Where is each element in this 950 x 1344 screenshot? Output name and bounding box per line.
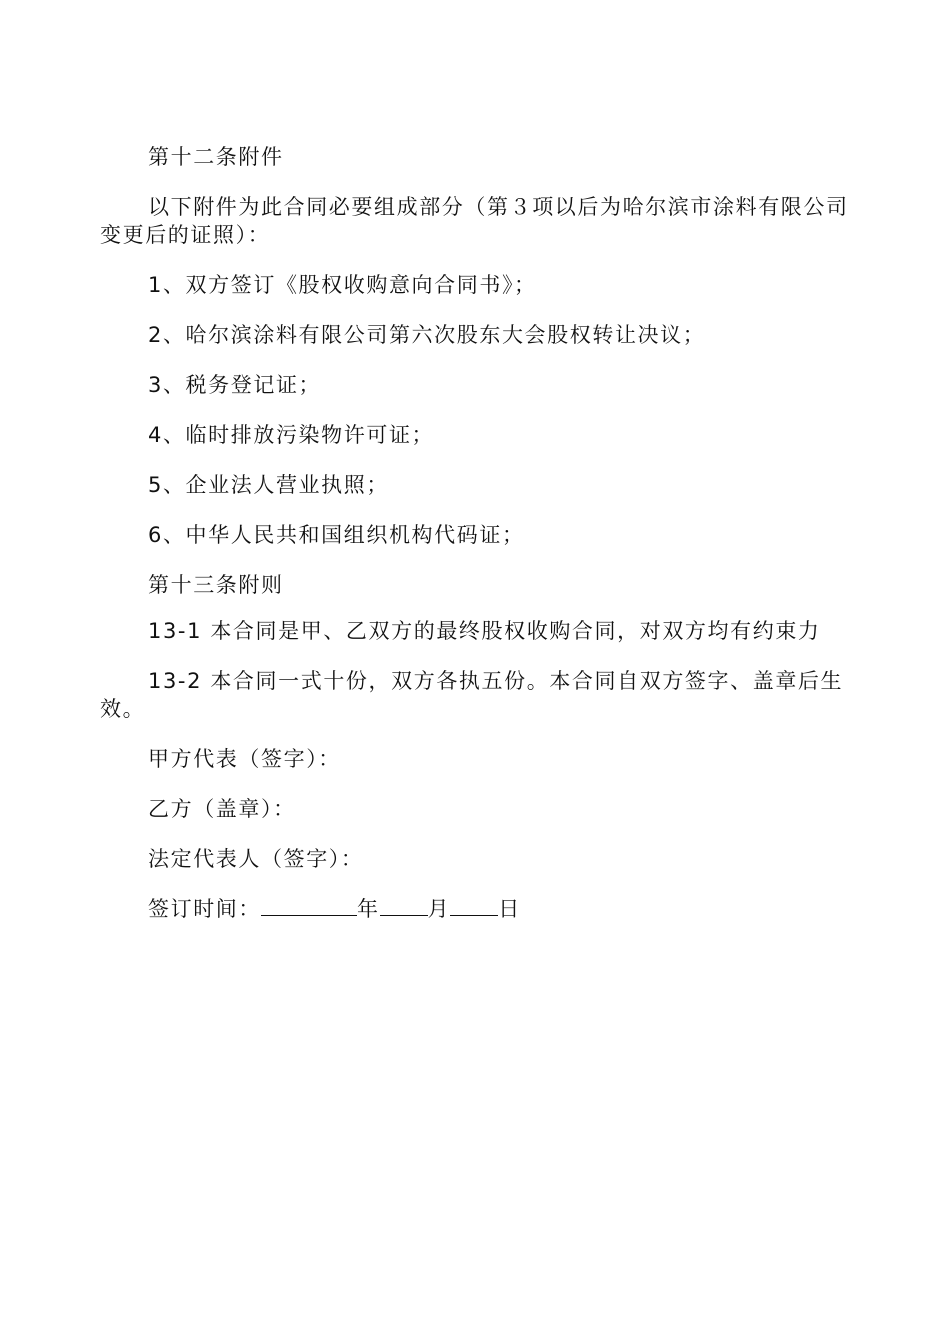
attachment-item-3: 3、税务登记证； [148, 373, 322, 397]
day-label: 日 [498, 897, 521, 921]
signing-date-label: 签订时间： [148, 897, 261, 921]
article-12-intro: 以下附件为此合同必要组成部分（第３项以后为哈尔滨市涂料有限公司变更后的证照）： [100, 195, 849, 247]
attachment-item-5: 5、企业法人营业执照； [148, 473, 389, 497]
article-13-title: 第十三条附则 [148, 573, 284, 597]
year-blank [261, 895, 357, 916]
party-b-seal: 乙方（盖章）： [148, 797, 296, 821]
year-label: 年 [357, 897, 380, 921]
day-blank [450, 895, 498, 916]
attachment-item-1: 1、双方签订《股权收购意向合同书》； [148, 273, 537, 297]
party-a-representative-signature: 甲方代表（签字）： [148, 747, 341, 771]
document-body [100, 143, 854, 945]
clause-13-2: 13-2 本合同一式十份，双方各执五份。本合同自双方签字、盖章后生效。 [100, 669, 844, 721]
attachment-item-4: 4、临时排放污染物许可证； [148, 423, 435, 447]
attachment-item-6: 6、中华人民共和国组织机构代码证； [148, 523, 525, 547]
clause-13-1: 13-1 本合同是甲、乙双方的最终股权收购合同，对双方均有约束力 [148, 619, 821, 643]
article-12-title: 第十二条附件 [148, 145, 284, 169]
legal-representative-signature: 法定代表人（签字）： [148, 847, 364, 871]
attachment-item-2: 2、哈尔滨涂料有限公司第六次股东大会股权转让决议； [148, 323, 706, 347]
month-blank [380, 895, 428, 916]
signing-date-line [100, 895, 854, 923]
month-label: 月 [427, 897, 451, 921]
